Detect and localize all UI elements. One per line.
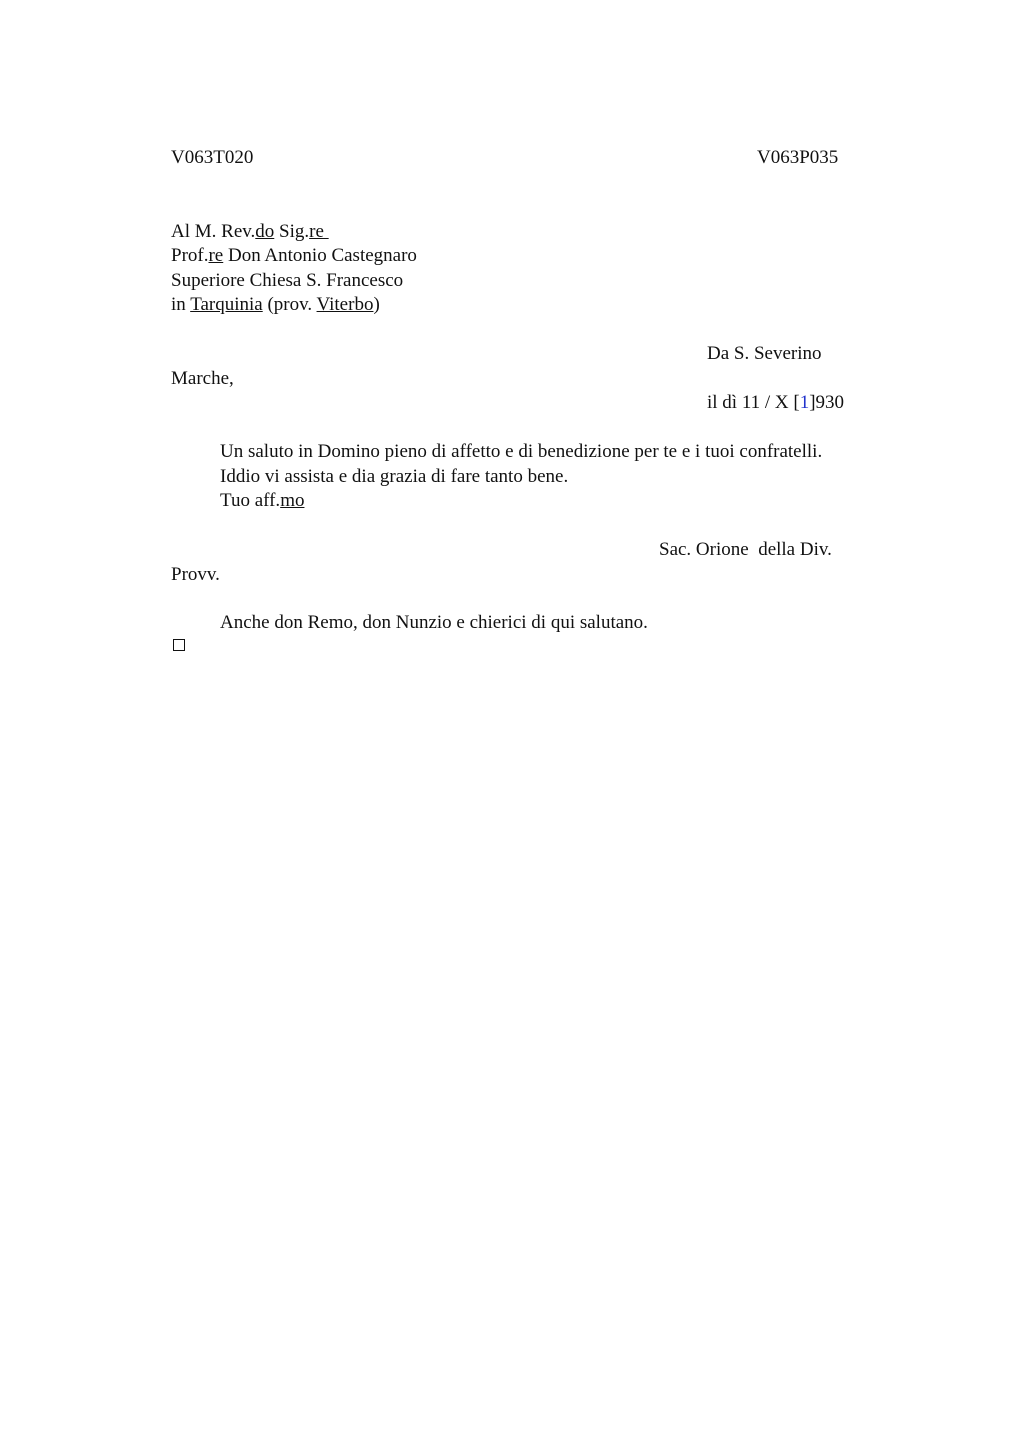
body-line-2: Iddio vi assista e dia grazia di fare tanto bene.	[220, 466, 569, 487]
address-text: Don Antonio Castegnaro	[223, 245, 417, 266]
date-editorial-digit: 1	[799, 392, 810, 413]
document-code-right: V063P035	[757, 147, 839, 168]
address-abbrev: re	[208, 245, 224, 266]
date-text: il dì 11 / X [	[707, 392, 800, 413]
date-text: ]930	[809, 392, 845, 413]
dateline-date	[707, 391, 844, 415]
closing-line	[220, 489, 304, 513]
address-city: Tarquinia	[190, 294, 263, 315]
address-line-2	[171, 244, 417, 268]
address-text: Sig.	[274, 221, 310, 242]
signature-line-1: Sac. Orione della Div.	[659, 539, 832, 560]
address-province: Viterbo	[316, 294, 374, 315]
address-text: (prov.	[262, 294, 317, 315]
postscript: Anche don Remo, don Nunzio e chierici di qui salutano.	[220, 612, 648, 633]
address-text: Prof.	[171, 245, 209, 266]
body-line-1: Un saluto in Domino pieno di affetto e di benedizione per te e i tuoi confratelli.	[220, 441, 823, 462]
address-abbrev: re	[309, 221, 329, 242]
address-line-4	[171, 293, 380, 317]
address-line-1	[171, 220, 329, 244]
address-text: )	[373, 294, 380, 315]
address-text: Al M. Rev.	[171, 221, 256, 242]
signature-line-2: Provv.	[171, 564, 220, 585]
closing-abbrev: mo	[280, 490, 305, 511]
address-abbrev: do	[255, 221, 275, 242]
address-line-3: Superiore Chiesa S. Francesco	[171, 270, 404, 291]
square-box-icon	[173, 639, 185, 651]
address-text: in	[171, 294, 191, 315]
closing-text: Tuo aff.	[220, 490, 281, 511]
dateline-place-continued: Marche,	[171, 368, 234, 389]
dateline-place: Da S. Severino	[707, 343, 822, 364]
document-code-left: V063T020	[171, 147, 254, 168]
